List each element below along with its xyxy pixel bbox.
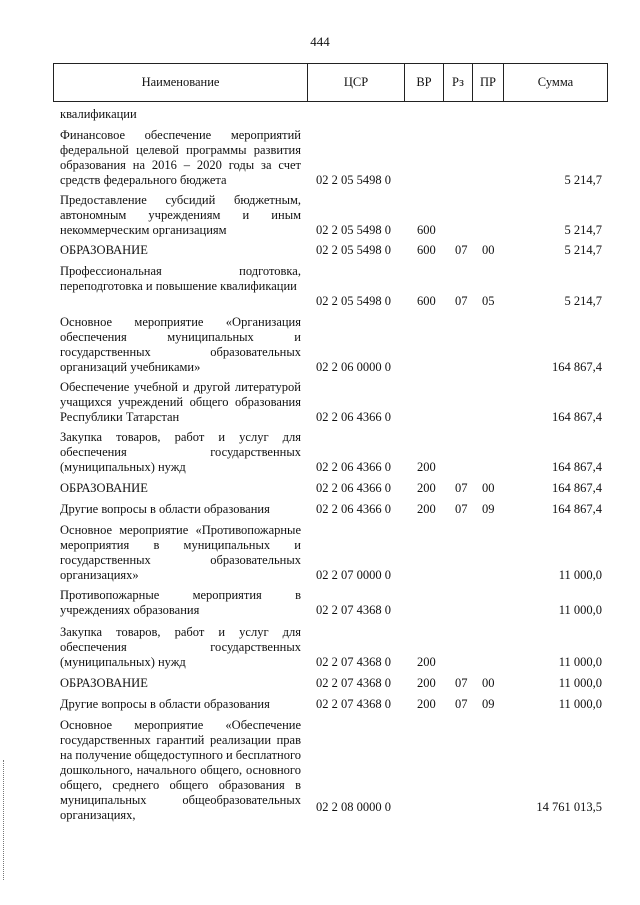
row-name: Основное мероприятие «Противопожарные мероприятия в муниципальных и государственных образовательных организациях»: [60, 523, 301, 582]
row-csr: 02 2 06 4366 0: [316, 502, 391, 516]
continuation-text: квалификации: [60, 107, 137, 121]
row-rz: 07: [455, 243, 468, 257]
row-vr: 200: [417, 655, 436, 669]
row-csr: 02 2 05 5498 0: [316, 294, 391, 308]
row-name: Предоставление субсидий бюджетным, автономным учреждениям и иным некоммерческим организациям: [60, 193, 301, 237]
row-sum: 5 214,7: [564, 294, 602, 308]
row-sum: 11 000,0: [558, 697, 602, 711]
row-vr: 200: [417, 502, 436, 516]
row-name: Другие вопросы в области образования: [60, 697, 270, 711]
row-pr: 05: [482, 294, 495, 308]
row-csr: 02 2 05 5498 0: [316, 173, 391, 187]
row-csr: 02 2 06 4366 0: [316, 481, 391, 495]
row-sum: 164 867,4: [552, 410, 602, 424]
header-csr: ЦСР: [308, 64, 405, 102]
scan-margin-artifact: [3, 760, 8, 880]
row-rz: 07: [455, 676, 468, 690]
row-sum: 164 867,4: [552, 360, 602, 374]
row-vr: 200: [417, 481, 436, 495]
row-name: ОБРАЗОВАНИЕ: [60, 676, 148, 690]
row-csr: 02 2 07 0000 0: [316, 568, 391, 582]
header-vr: ВР: [405, 64, 444, 102]
row-name: Финансовое обеспечение мероприятий федеральной целевой программы развития образования на 2016 – 2020 годы за счет средств федерального бюджета: [60, 128, 301, 187]
row-vr: 200: [417, 697, 436, 711]
row-csr: 02 2 07 4368 0: [316, 676, 391, 690]
row-name: Другие вопросы в области образования: [60, 502, 270, 516]
row-sum: 14 761 013,5: [536, 800, 602, 814]
row-csr: 02 2 05 5498 0: [316, 243, 391, 257]
row-vr: 600: [417, 223, 436, 237]
row-pr: 00: [482, 676, 495, 690]
row-pr: 09: [482, 697, 495, 711]
row-csr: 02 2 06 4366 0: [316, 410, 391, 424]
row-name: ОБРАЗОВАНИЕ: [60, 243, 148, 257]
row-pr: 00: [482, 243, 495, 257]
row-name: Закупка товаров, работ и услуг для обеспечения государственных (муниципальных) нужд: [60, 625, 301, 669]
row-sum: 11 000,0: [558, 603, 602, 617]
row-vr: 200: [417, 460, 436, 474]
row-csr: 02 2 07 4368 0: [316, 655, 391, 669]
row-csr: 02 2 08 0000 0: [316, 800, 391, 814]
header-rz: Рз: [444, 64, 473, 102]
row-sum: 5 214,7: [564, 243, 602, 257]
header-sum: Сумма: [504, 64, 608, 102]
row-csr: 02 2 06 4366 0: [316, 460, 391, 474]
row-vr: 600: [417, 294, 436, 308]
row-pr: 00: [482, 481, 495, 495]
row-sum: 11 000,0: [558, 676, 602, 690]
row-sum: 164 867,4: [552, 481, 602, 495]
row-pr: 09: [482, 502, 495, 516]
row-name: Профессиональная подготовка, переподготовка и повышение квалификации: [60, 264, 301, 293]
row-name: Противопожарные мероприятия в учреждениях образования: [60, 588, 301, 617]
row-name: Закупка товаров, работ и услуг для обеспечения государственных (муниципальных) нужд: [60, 430, 301, 474]
row-sum: 5 214,7: [564, 173, 602, 187]
row-vr: 600: [417, 243, 436, 257]
row-name: Основное мероприятие «Организация обеспечения муниципальных и государственных образовательных организаций учебниками»: [60, 315, 301, 374]
row-csr: 02 2 06 0000 0: [316, 360, 391, 374]
row-rz: 07: [455, 502, 468, 516]
header-name: Наименование: [54, 64, 308, 102]
row-sum: 5 214,7: [564, 223, 602, 237]
row-csr: 02 2 07 4368 0: [316, 697, 391, 711]
row-name: Обеспечение учебной и другой литературой учащихся учреждений общего образования Республики Татарстан: [60, 380, 301, 424]
row-sum: 164 867,4: [552, 460, 602, 474]
row-name: Основное мероприятие «Обеспечение государственных гарантий реализации прав на получение общедоступного и бесплатного дошкольного, начального общего, основного общего, среднего общего образования в муниципальных общеобразовательных организациях,: [60, 718, 302, 822]
row-rz: 07: [455, 697, 468, 711]
header-pr: ПР: [473, 64, 504, 102]
row-csr: 02 2 05 5498 0: [316, 223, 391, 237]
table-header: [53, 63, 608, 102]
page-number: 444: [310, 34, 330, 49]
row-rz: 07: [455, 481, 468, 495]
row-name: ОБРАЗОВАНИЕ: [60, 481, 148, 495]
row-csr: 02 2 07 4368 0: [316, 603, 391, 617]
row-vr: 200: [417, 676, 436, 690]
row-sum: 11 000,0: [558, 568, 602, 582]
row-sum: 164 867,4: [552, 502, 602, 516]
row-rz: 07: [455, 294, 468, 308]
row-sum: 11 000,0: [558, 655, 602, 669]
